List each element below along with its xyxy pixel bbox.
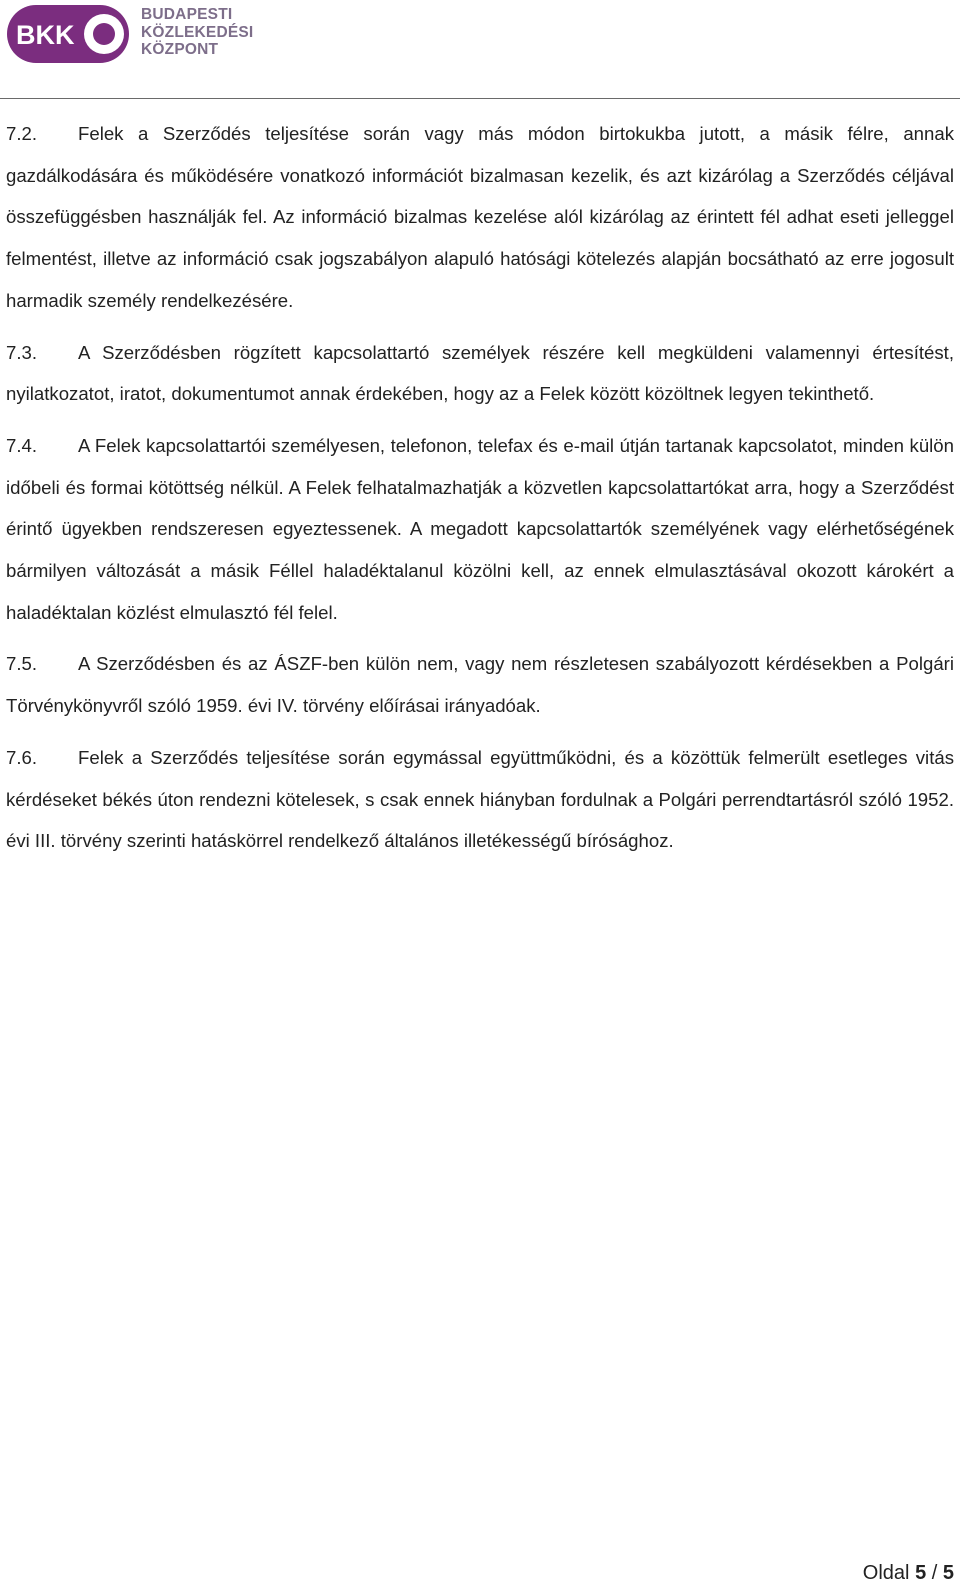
organization-name-line-2: KÖZLEKEDÉSI	[141, 23, 254, 41]
document-body	[6, 113, 954, 872]
page-number	[863, 1562, 954, 1585]
page-label: Oldal	[862, 1562, 910, 1584]
page-separator: /	[931, 1562, 938, 1584]
organization-name	[141, 6, 341, 59]
header-divider	[0, 98, 960, 99]
clause-7-3	[6, 332, 954, 415]
clause-7-2	[6, 113, 954, 322]
clause-number: 7.3.	[6, 341, 38, 363]
clause-text: A Szerződésben és az ÁSZF-ben külön nem, vagy nem részletesen szabályozott kérdésekben a Polgári Törvénykönyvről szóló 1959. évi IV. törvény előírásai irányadóak.	[6, 653, 954, 717]
clause-text: Felek a Szerződés teljesítése során vagy más módon birtokukba jutott, a másik félre, annak gazdálkodására és működésére vonatkozó információt bizalmasan kezelik, és azt kizárólag a Szerződés céljával összefüggésben használják fel. Az információ bizalmas kezelése alól kizárólag az érintett fél adhat eseti jelleggel felmentést, illetve az információ csak jogszabályon alapuló hatósági kötelezés alapján bocsátható az erre jogosult harmadik személy rendelkezésére.	[6, 123, 954, 311]
clause-number: 7.5.	[6, 653, 38, 675]
current-page: 5	[915, 1562, 927, 1584]
svg-text:BKK: BKK	[16, 20, 75, 50]
clause-7-4	[6, 425, 954, 634]
clause-number: 7.4.	[6, 434, 38, 456]
clause-text: A Szerződésben rögzített kapcsolattartó személyek részére kell megküldeni valamennyi értesítést, nyilatkozatot, iratot, dokumentumot annak érdekében, hogy az a Felek között közöltnek legyen tekinthető.	[6, 341, 954, 405]
bkk-logo	[6, 4, 130, 64]
clause-text: A Felek kapcsolattartói személyesen, telefonon, telefax és e-mail útján tartanak kapcsolatot, minden külön időbeli és formai kötöttség nélkül. A Felek felhatalmazhatják a közvetlen kapcsolattartókat arra, hogy a Szerződést érintő ügyekben rendszeresen egyeztessenek. A megadott kapcsolattartók személyének vagy elérhetőségének bármilyen változását a másik Féllel haladéktalanul közölni kell, az ennek elmulasztásával okozott károkért a haladéktalan közlést elmulasztó fél felel.	[6, 434, 954, 623]
clause-7-6	[6, 737, 954, 862]
page-header	[0, 0, 960, 100]
clause-number: 7.2.	[6, 123, 38, 144]
total-pages: 5	[942, 1562, 954, 1584]
organization-name-line-1: BUDAPESTI	[141, 6, 233, 23]
organization-name-line-3: KÖZPONT	[141, 41, 219, 58]
clause-number: 7.6.	[6, 746, 38, 768]
clause-text: Felek a Szerződés teljesítése során egymással együttműködni, és a közöttük felmerült esetleges vitás kérdéseket békés úton rendezni kötelesek, s csak ennek hiányban fordulnak a Polgári perrendtartásról szóló 1952. évi III. törvény szerinti hatáskörrel rendelkező általános illetékességű bírósághoz.	[6, 746, 954, 852]
clause-7-5	[6, 643, 954, 726]
